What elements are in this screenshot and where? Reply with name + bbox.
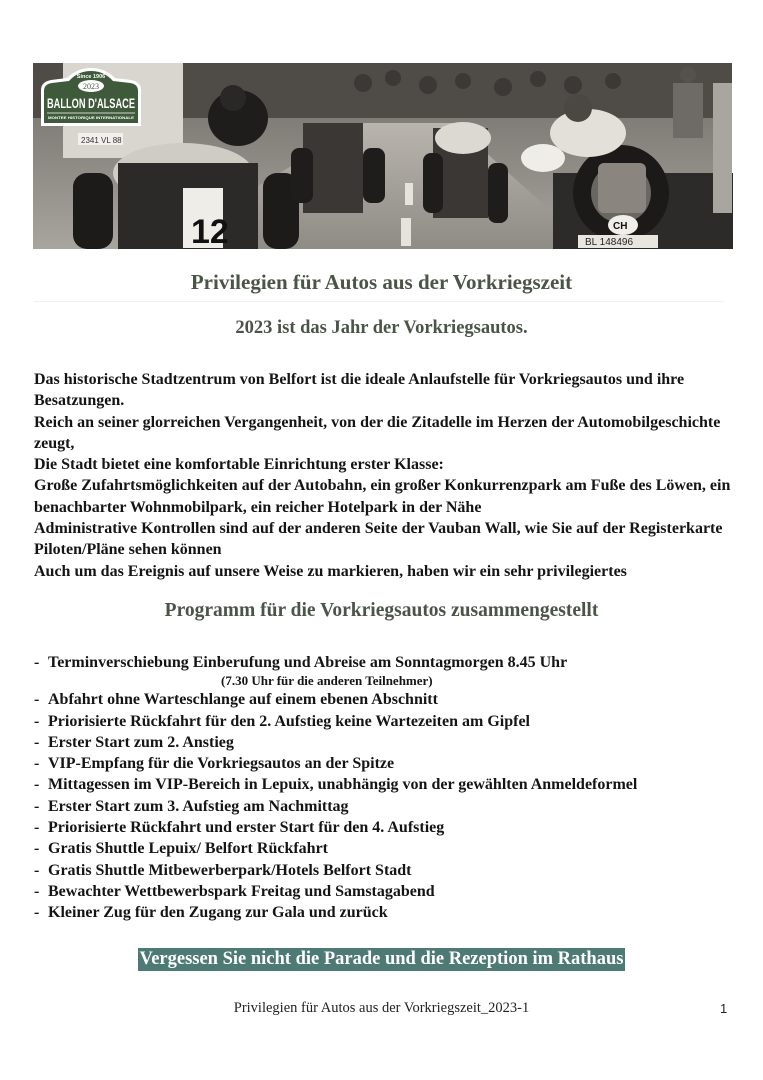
intro-paragraph: Das historische Stadtzentrum von Belfort ist die ideale Anlaufstelle für Vorkriegsautos und ihre Besatzungen.: [34, 371, 685, 410]
program-heading: Programm für die Vorkriegsautos zusammengestellt: [164, 600, 599, 621]
badge-subtitle: MONTEE HISTORIQUE INTERNATIONALE: [48, 116, 135, 120]
program-item-text: Gratis Shuttle Mitbewerberpark/Hotels Belfort Stadt: [48, 861, 412, 879]
car-number: 12: [191, 213, 229, 251]
program-item: [34, 902, 754, 923]
bullet: -: [34, 755, 40, 773]
program-item: [34, 689, 754, 710]
ballon-dalsace-logo: [37, 68, 145, 130]
program-item: [34, 774, 754, 795]
intro-paragraph: Große Zufahrtsmöglichkeiten auf der Autobahn, ein großer Konkurrenzpark am Fuße des Löwen, ein benachbarter Wohnmobilpark, ein reicher Hotelpark in der Nähe: [34, 477, 731, 516]
bullet: -: [34, 819, 40, 837]
program-item-text: Mittagessen im VIP-Bereich in Lepuix, unabhängig von der gewählten Anmeldeformel: [48, 776, 638, 794]
intro-paragraph: Administrative Kontrollen sind auf der anderen Seite der Vauban Wall, wie Sie auf der Registerkarte Piloten/Pläne sehen können: [34, 520, 723, 559]
intro-paragraph: Die Stadt bietet eine komfortable Einrichtung erster Klasse:: [34, 456, 444, 474]
bullet: -: [34, 691, 40, 709]
reminder-banner: [0, 947, 763, 971]
bullet: -: [34, 712, 40, 730]
reminder-text: Vergessen Sie nicht die Parade und die Rezeption im Rathaus: [139, 949, 624, 969]
program-item-text: Bewachter Wettbewerbspark Freitag und Samstagabend: [48, 882, 435, 900]
badge-name: BALLON D'ALSACE: [47, 95, 135, 111]
program-item: [34, 817, 754, 838]
program-item: [34, 796, 754, 817]
bullet: -: [34, 776, 40, 794]
bullet: -: [34, 654, 40, 671]
page-title: Privilegien für Autos aus der Vorkriegszeit: [190, 270, 573, 294]
right-plate: BL 148496: [585, 237, 634, 248]
bullet: -: [34, 733, 40, 751]
program-item: [34, 711, 754, 732]
program-item-text: VIP-Empfang für die Vorkriegsautos an der Spitze: [48, 755, 395, 773]
badge-year: 2023: [83, 82, 99, 91]
badge-since: Since 1906: [76, 74, 106, 80]
page-subtitle: 2023 ist das Jahr der Vorkriegsautos.: [235, 318, 528, 338]
program-item-text: Gratis Shuttle Lepuix/ Belfort Rückfahrt: [48, 840, 328, 858]
program-item: [34, 860, 754, 881]
program-item: [34, 753, 754, 774]
page-number: 1: [720, 1001, 728, 1016]
program-item-text: Kleiner Zug für den Zugang zur Gala und zurück: [48, 904, 388, 922]
program-item-note: (7.30 Uhr für die anderen Teilnehmer): [221, 673, 433, 689]
bullet: -: [34, 840, 40, 858]
country-badge: CH: [613, 221, 628, 232]
program-item-text: Priorisierte Rückfahrt für den 2. Aufstieg keine Wartezeiten am Gipfel: [48, 712, 530, 730]
program-item-text: Abfahrt ohne Warteschlange auf einem ebenen Abschnitt: [48, 691, 438, 709]
program-item-text: Terminverschiebung Einberufung und Abreise am Sonntagmorgen 8.45 Uhr: [48, 654, 568, 671]
program-item: [34, 838, 754, 859]
program-list: [34, 652, 754, 924]
bullet: -: [34, 882, 40, 900]
divider: [34, 301, 724, 302]
intro-text: [34, 369, 754, 582]
program-item-text: Erster Start zum 3. Aufstieg am Nachmittag: [48, 797, 349, 815]
footer-text: Privilegien für Autos aus der Vorkriegszeit_2023-1: [233, 1000, 530, 1016]
program-item-text: Erster Start zum 2. Anstieg: [48, 733, 234, 751]
program-item: [34, 732, 754, 753]
program-item: [34, 881, 754, 902]
van-plate: 2341 VL 88: [81, 136, 122, 145]
program-item-text: Priorisierte Rückfahrt und erster Start für den 4. Aufstieg: [48, 819, 445, 837]
intro-paragraph: Auch um das Ereignis auf unsere Weise zu markieren, haben wir ein sehr privilegiertes: [34, 562, 627, 580]
bullet: -: [34, 904, 40, 922]
bullet: -: [34, 797, 40, 815]
intro-paragraph: Reich an seiner glorreichen Vergangenheit, von der die Zitadelle im Herzen der Automobilgeschichte zeugt,: [34, 413, 721, 452]
bullet: -: [34, 861, 40, 879]
program-item: [34, 652, 754, 688]
